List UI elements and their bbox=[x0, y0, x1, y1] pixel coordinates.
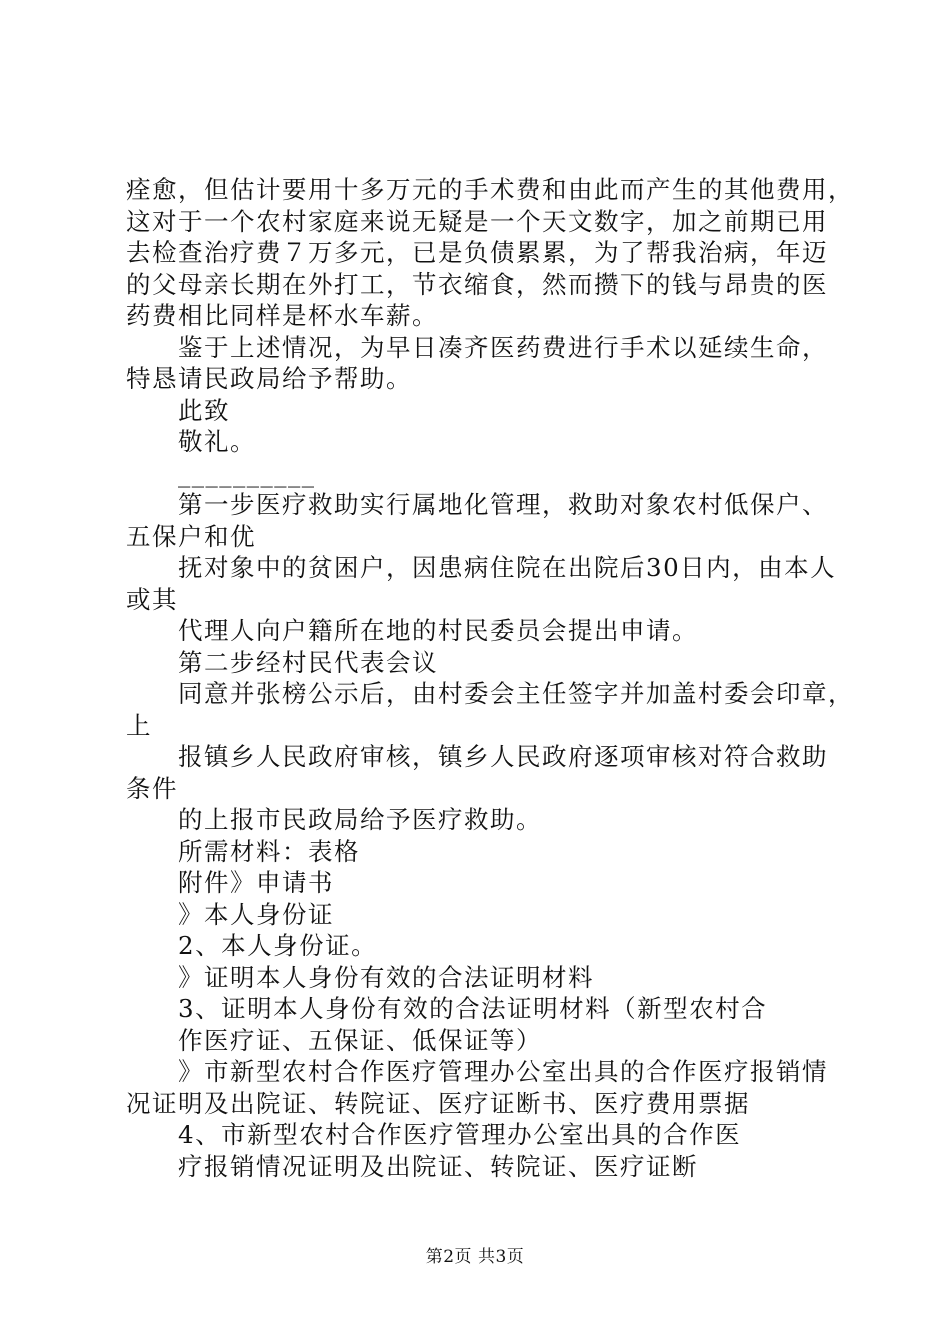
text-line: 特恳请民政局给予帮助。 bbox=[126, 364, 412, 393]
text-line: 鉴于上述情况，为早日凑齐医药费进行手术以延续生命， bbox=[178, 332, 828, 362]
text-line: 况证明及出院证、转院证、医疗证断书、医疗费用票据 bbox=[126, 1088, 750, 1118]
text-line: 》本人身份证 bbox=[178, 899, 334, 929]
text-line: 痊愈，但估计要用十多万元的手术费和由此而产生的其他费用， bbox=[126, 175, 854, 204]
document-body bbox=[126, 174, 854, 1182]
text-line: 这对于一个农村家庭来说无疑是一个天文数字，加之前期已用 bbox=[126, 206, 828, 236]
text-line: 代理人向户籍所在地的村民委员会提出申请。 bbox=[178, 616, 698, 645]
text-line: 作医疗证、五保证、低保证等） bbox=[178, 1025, 542, 1055]
text-line: 》市新型农村合作医疗管理办公室出具的合作医疗报销情 bbox=[178, 1057, 828, 1086]
text-line: 所需材料：表格 bbox=[178, 836, 360, 866]
text-line: 五保户和优 bbox=[126, 521, 256, 551]
text-line: 的父母亲长期在外打工，节衣缩食，然而攒下的钱与昂贵的医 bbox=[126, 269, 828, 299]
text-line: 2、本人身份证。 bbox=[178, 931, 378, 960]
text-line: 报镇乡人民政府审核，镇乡人民政府逐项审核对符合救助 bbox=[178, 742, 828, 771]
text-line: 》证明本人身份有效的合法证明材料 bbox=[178, 962, 594, 992]
text-line: 疗报销情况证明及出院证、转院证、医疗证断 bbox=[178, 1151, 698, 1181]
text-line: 此致 bbox=[178, 395, 230, 425]
text-line: 第二步经村民代表会议 bbox=[178, 647, 438, 677]
text-line: __________ bbox=[178, 458, 316, 488]
text-line: 或其 bbox=[126, 584, 178, 614]
text-line: 附件》申请书 bbox=[178, 868, 334, 897]
text-line: 4、市新型农村合作医疗管理办公室出具的合作医 bbox=[178, 1120, 742, 1149]
text-line: 同意并张榜公示后，由村委会主任签字并加盖村委会印章， bbox=[178, 679, 854, 708]
text-line: 第一步医疗救助实行属地化管理，救助对象农村低保户、 bbox=[178, 490, 828, 519]
text-line: 的上报市民政局给予医疗救助。 bbox=[178, 805, 542, 834]
text-line: 敬礼。 bbox=[178, 427, 256, 456]
text-line: 条件 bbox=[126, 773, 178, 803]
text-line: 药费相比同样是杯水车薪。 bbox=[126, 301, 438, 330]
text-line: 去检查治疗费７万多元，已是负债累累，为了帮我治病，年迈 bbox=[126, 238, 828, 267]
page-footer: 第2页 共3页 bbox=[425, 1247, 525, 1267]
text-line: 上 bbox=[126, 710, 152, 740]
text-line: 3、证明本人身份有效的合法证明材料（新型农村合 bbox=[178, 994, 768, 1023]
text-line: 抚对象中的贫困户，因患病住院在出院后30日内，由本人 bbox=[178, 553, 837, 582]
